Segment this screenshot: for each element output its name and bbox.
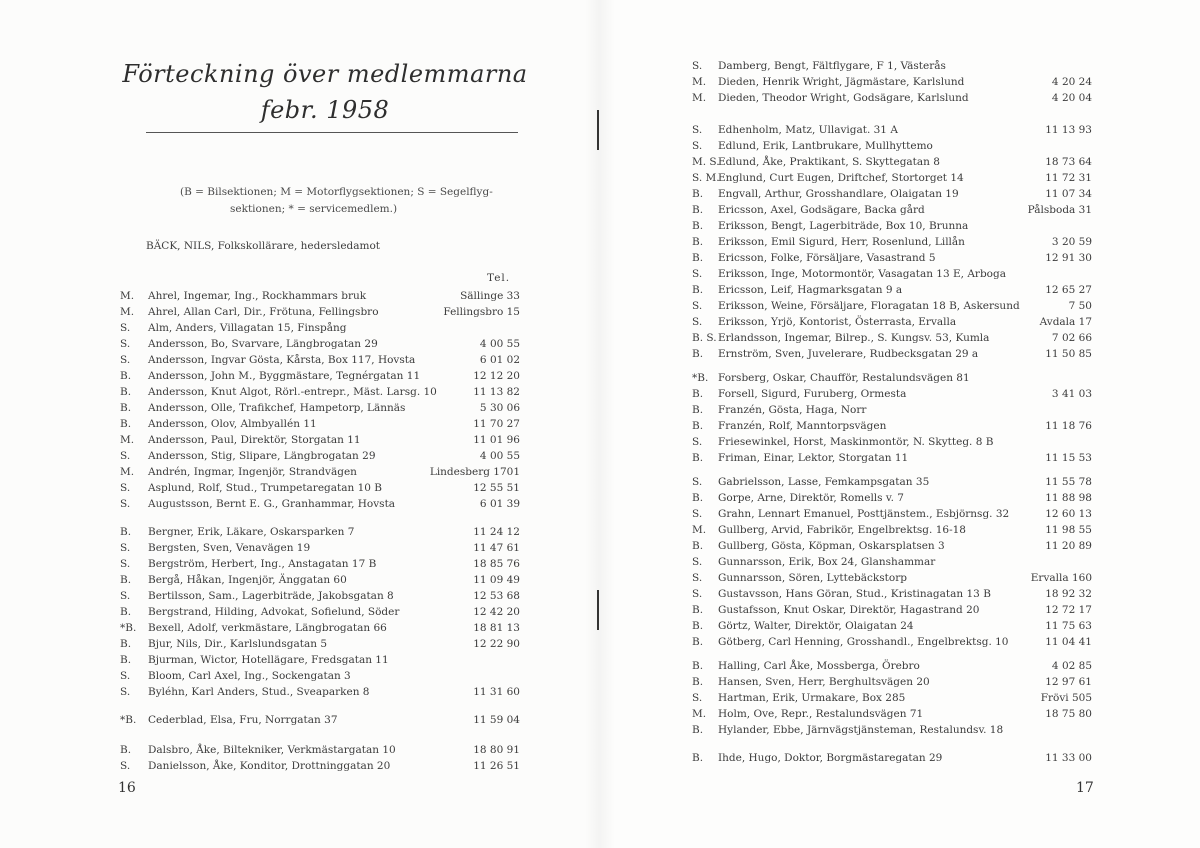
member-entry: Bergsten, Sven, Venavägen 19 [148,542,311,554]
member-entry: Andersson, Paul, Direktör, Storgatan 11 [148,434,361,446]
section-code: S. [692,124,703,136]
list-item [120,636,520,652]
member-entry: Edlund, Åke, Praktikant, S. Skyttegatan 8 [718,156,940,168]
member-entry: Bertilsson, Sam., Lagerbiträde, Jakobsgatan 8 [148,590,394,602]
member-entry: Hansen, Sven, Herr, Berghultsvägen 20 [718,676,930,688]
member-phone: 18 75 80 [1045,708,1092,720]
member-phone: 12 91 30 [1045,252,1092,264]
list-item [692,202,1092,218]
member-entry: Dieden, Theodor Wright, Godsägare, Karlslund [718,92,969,104]
list-item [692,506,1092,522]
member-entry: Bexell, Adolf, verkmästare, Längbrogatan 66 [148,622,387,634]
member-entry: Gustafsson, Knut Oskar, Direktör, Hagastrand 20 [718,604,980,616]
list-item [692,266,1092,282]
member-entry: Gustavsson, Hans Göran, Stud., Kristinagatan 13 B [718,588,991,600]
section-code: B. [692,388,704,400]
member-entry: Byléhn, Karl Anders, Stud., Sveaparken 8 [148,686,370,698]
list-item [120,556,520,572]
list-item [692,234,1092,250]
member-phone: 6 01 39 [479,498,520,510]
member-phone: 12 65 27 [1045,284,1092,296]
section-code: B. [692,492,704,504]
section-code: B. [120,744,132,756]
list-item [692,402,1092,418]
member-entry: Bloom, Carl Axel, Ing., Sockengatan 3 [148,670,351,682]
list-item [692,602,1092,618]
section-code: M. [120,306,135,318]
list-item [692,154,1092,170]
list-item [692,330,1092,346]
list-item [692,386,1092,402]
section-code: B. [692,620,704,632]
section-code: B. [692,348,704,360]
list-item [120,432,520,448]
list-item [692,490,1092,506]
member-entry: Hylander, Ebbe, Järnvägstjänsteman, Restalundsv. 18 [718,724,1004,736]
member-phone: 11 15 53 [1045,452,1092,464]
member-entry: Augustsson, Bernt E. G., Granhammar, Hovsta [148,498,396,510]
list-title: Förteckning över medlemmarna [122,60,528,88]
section-code: B. [692,220,704,232]
list-item [692,690,1092,706]
section-code: B. [692,604,704,616]
section-code: S. [120,322,131,334]
member-phone: 11 26 51 [473,760,520,772]
member-phone: 18 92 32 [1045,588,1092,600]
section-code: B. [120,606,132,618]
section-code: S. [692,692,703,704]
list-item [120,620,520,636]
section-code: M. [692,76,707,88]
list-item [120,384,520,400]
section-code: B. [692,284,704,296]
member-entry: Andersson, Olov, Almbyallén 11 [148,418,317,430]
member-entry: Andersson, John M., Byggmästare, Tegnérgatan 11 [148,370,421,382]
section-code: B. [120,638,132,650]
member-phone: Pålsboda 31 [1027,204,1092,216]
section-code: B. [692,204,704,216]
member-entry: Andersson, Knut Algot, Rörl.-entrepr., Mäst. Larsg. 10 [148,386,437,398]
member-entry: Ihde, Hugo, Doktor, Borgmästaregatan 29 [718,752,943,764]
list-item [692,298,1092,314]
member-phone: 11 24 12 [473,526,520,538]
section-code: B. [692,752,704,764]
section-code: B. [120,386,132,398]
member-phone: 12 97 61 [1045,676,1092,688]
member-entry: Asplund, Rolf, Stud., Trumpetaregatan 10 B [148,482,383,494]
section-code: S. [120,760,131,772]
member-phone: 12 53 68 [473,590,520,602]
member-entry: Eriksson, Inge, Motormontör, Vasagatan 13 E, Arboga [718,268,1006,280]
member-entry: Bergstrand, Hilding, Advokat, Sofielund, Söder [148,606,400,618]
member-entry: Götberg, Carl Henning, Grosshandl., Engelbrektsg. 10 [718,636,1009,648]
list-item [692,750,1092,766]
section-code: S. [120,354,131,366]
member-entry: Englund, Curt Eugen, Driftchef, Stortorget 14 [718,172,964,184]
list-item [120,604,520,620]
list-item [692,58,1092,74]
section-code: M. [692,92,707,104]
list-item [120,400,520,416]
member-entry: Halling, Carl Åke, Mossberga, Örebro [718,660,920,672]
member-entry: Andersson, Olle, Trafikchef, Hampetorp, Lännäs [148,402,406,414]
section-code: S. [120,450,131,462]
section-code: B. [120,418,132,430]
member-entry: Friesewinkel, Horst, Maskinmontör, N. Skytteg. 8 B [718,436,994,448]
member-phone: 11 33 00 [1045,752,1092,764]
list-item [120,320,520,336]
section-code: S. [120,590,131,602]
member-phone: Ervalla 160 [1030,572,1092,584]
member-entry: Gunnarsson, Erik, Box 24, Glanshammar [718,556,936,568]
binding-mark [597,590,599,630]
section-code: B. [120,526,132,538]
list-item [120,496,520,512]
list-item [692,634,1092,650]
list-item [692,282,1092,298]
member-entry: Gabrielsson, Lasse, Femkampsgatan 35 [718,476,930,488]
member-phone: 18 81 13 [473,622,520,634]
member-phone: 7 50 [1068,300,1092,312]
member-entry: Dalsbro, Åke, Biltekniker, Verkmästargatan 10 [148,744,396,756]
member-phone: 12 12 20 [473,370,520,382]
member-phone: 11 13 93 [1045,124,1092,136]
member-phone: 11 88 98 [1045,492,1092,504]
member-entry: Ericsson, Leif, Hagmarksgatan 9 a [718,284,903,296]
list-item [120,668,520,684]
member-entry: Engvall, Arthur, Grosshandlare, Olaigatan 19 [718,188,959,200]
member-phone: 5 30 06 [479,402,520,414]
list-item [120,464,520,480]
section-code: S. [692,476,703,488]
member-entry: Eriksson, Emil Sigurd, Herr, Rosenlund, Lillån [718,236,965,248]
list-item [120,288,520,304]
section-code: S. [120,670,131,682]
list-item [692,314,1092,330]
member-entry: Eriksson, Weine, Försäljare, Floragatan 18 B, Askersund [718,300,1020,312]
list-item [692,346,1092,362]
section-code: M. [692,708,707,720]
member-phone: 11 04 41 [1045,636,1092,648]
member-entry: Damberg, Bengt, Fältflygare, F 1, Västerås [718,60,946,72]
section-code: B. [692,540,704,552]
member-phone: Lindesberg 1701 [429,466,520,478]
section-code: B. [120,574,132,586]
member-phone: 11 50 85 [1045,348,1092,360]
section-code: *B. [120,622,137,634]
list-item [692,674,1092,690]
member-entry: Ericsson, Folke, Försäljare, Vasastrand 5 [718,252,936,264]
member-phone: 11 55 78 [1045,476,1092,488]
member-phone: 3 20 59 [1051,236,1092,248]
section-code: *B. [120,714,137,726]
title-rule [146,132,518,133]
member-entry: Franzén, Gösta, Haga, Norr [718,404,867,416]
member-phone: 11 98 55 [1045,524,1092,536]
member-phone: 11 75 63 [1045,620,1092,632]
list-item [120,416,520,432]
section-code: B. [692,404,704,416]
member-entry: Holm, Ove, Repr., Restalundsvägen 71 [718,708,924,720]
list-item [120,304,520,320]
list-item [120,336,520,352]
section-code: *B. [692,372,709,384]
section-code: B. [692,188,704,200]
member-entry: Dieden, Henrik Wright, Jägmästare, Karlslund [718,76,965,88]
member-entry: Andersson, Bo, Svarvare, Längbrogatan 29 [148,338,378,350]
member-entry: Grahn, Lennart Emanuel, Posttjänstem., Esbjörnsg. 32 [718,508,1010,520]
list-item [692,138,1092,154]
section-code: S. [120,542,131,554]
list-item [120,368,520,384]
member-entry: Eriksson, Yrjö, Kontorist, Österrasta, Ervalla [718,316,957,328]
list-item [692,706,1092,722]
list-item [120,524,520,540]
member-phone: 12 55 51 [473,482,520,494]
legend-line: (B = Bilsektionen; M = Motorflygsektionen; S = Segelflyg- [180,186,493,198]
member-phone: 12 22 90 [473,638,520,650]
member-entry: Bjurman, Wictor, Hotellägare, Fredsgatan 11 [148,654,389,666]
member-entry: Alm, Anders, Villagatan 15, Finspång [148,322,347,334]
member-entry: Andersson, Stig, Slipare, Längbrogatan 29 [148,450,376,462]
list-item [120,572,520,588]
member-entry: Bergå, Håkan, Ingenjör, Änggatan 60 [148,574,347,586]
member-entry: Bergner, Erik, Läkare, Oskarsparken 7 [148,526,355,538]
section-code: M. [120,466,135,478]
section-legend [180,184,500,218]
page-number: 17 [1076,780,1094,796]
section-code: B. [692,420,704,432]
list-item [692,450,1092,466]
list-item [692,570,1092,586]
section-code: S. [120,558,131,570]
section-code: B. [692,660,704,672]
member-entry: Forsberg, Oskar, Chaufför, Restalundsvägen 81 [718,372,970,384]
member-entry: Gorpe, Arne, Direktör, Romells v. 7 [718,492,904,504]
member-phone: 11 09 49 [473,574,520,586]
list-item [120,448,520,464]
section-code: S. [692,508,703,520]
member-entry: Gunnarsson, Sören, Lyttebäckstorp [718,572,907,584]
member-phone: 18 80 91 [473,744,520,756]
member-phone: Avdala 17 [1039,316,1092,328]
binding-mark [597,110,599,150]
list-item [692,90,1092,106]
section-code: B. [692,636,704,648]
section-code: B. [692,452,704,464]
member-phone: 11 13 82 [473,386,520,398]
member-phone: 11 47 61 [473,542,520,554]
member-phone: 11 72 31 [1045,172,1092,184]
member-entry: Edlund, Erik, Lantbrukare, Mullhyttemo [718,140,933,152]
member-phone: 3 41 03 [1051,388,1092,400]
list-item [692,74,1092,90]
section-code: S. [120,338,131,350]
member-phone: 12 72 17 [1045,604,1092,616]
list-item [692,218,1092,234]
honorary-member: BÄCK, NILS, Folkskollärare, hedersledamot [146,240,381,252]
member-entry: Edhenholm, Matz, Ullavigat. 31 A [718,124,898,136]
section-code: S. [120,482,131,494]
list-item [120,588,520,604]
list-item [120,540,520,556]
member-phone: 4 20 24 [1051,76,1092,88]
member-entry: Friman, Einar, Lektor, Storgatan 11 [718,452,909,464]
member-entry: Ericsson, Axel, Godsägare, Backa gård [718,204,925,216]
section-code: B. [692,236,704,248]
member-phone: 11 07 34 [1045,188,1092,200]
member-phone: 4 00 55 [479,338,520,350]
member-entry: Andersson, Ingvar Gösta, Kårsta, Box 117, Hovsta [148,354,416,366]
member-entry: Bjur, Nils, Dir., Karlslundsgatan 5 [148,638,328,650]
member-phone: Fellingsbro 15 [443,306,520,318]
list-item [692,618,1092,634]
member-phone: 11 18 76 [1045,420,1092,432]
section-code: S. [692,60,703,72]
member-phone: 11 20 89 [1045,540,1092,552]
member-phone: 12 42 20 [473,606,520,618]
list-item [692,538,1092,554]
section-code: B. [692,724,704,736]
section-code: S. [692,572,703,584]
member-entry: Erlandsson, Ingemar, Bilrep., S. Kungsv. 53, Kumla [718,332,990,344]
list-item [692,474,1092,490]
member-phone: 4 20 04 [1051,92,1092,104]
list-item [692,418,1092,434]
list-item [692,170,1092,186]
list-item [120,352,520,368]
section-code: S. [120,498,131,510]
section-code: S. [692,556,703,568]
member-entry: Franzén, Rolf, Manntorpsvägen [718,420,887,432]
section-code: M. S. [692,156,720,168]
section-code: S. M. [692,172,720,184]
list-item [692,186,1092,202]
list-item [692,658,1092,674]
member-entry: Gullberg, Gösta, Köpman, Oskarsplatsen 3 [718,540,945,552]
list-item [120,758,520,774]
member-phone: Frövi 505 [1040,692,1092,704]
section-code: S. [692,268,703,280]
member-phone: 18 73 64 [1045,156,1092,168]
list-item [692,722,1092,738]
right-page [600,0,1200,848]
member-phone: 11 31 60 [473,686,520,698]
member-entry: Bergström, Herbert, Ing., Anstagatan 17 B [148,558,377,570]
list-item [692,370,1092,386]
page-number: 16 [118,780,136,796]
section-code: S. [692,588,703,600]
member-entry: Forsell, Sigurd, Furuberg, Ormesta [718,388,907,400]
member-entry: Eriksson, Bengt, Lagerbiträde, Box 10, Brunna [718,220,969,232]
tel-header: Tel. [487,272,511,284]
member-phone: 7 02 66 [1051,332,1092,344]
list-item [692,434,1092,450]
list-item [120,684,520,700]
section-code: M. [692,524,707,536]
list-item [692,122,1092,138]
section-code: B. [692,252,704,264]
section-code: M. [120,290,135,302]
section-code: B. S. [692,332,717,344]
member-phone: 11 01 96 [473,434,520,446]
member-phone: 18 85 76 [473,558,520,570]
member-phone: Sällinge 33 [460,290,520,302]
member-phone: 11 59 04 [473,714,520,726]
section-code: B. [120,402,132,414]
list-item [692,522,1092,538]
list-item [692,586,1092,602]
section-code: S. [120,686,131,698]
section-code: S. [692,436,703,448]
list-item [692,250,1092,266]
member-phone: 4 00 55 [479,450,520,462]
section-code: B. [120,654,132,666]
member-entry: Ahrel, Ingemar, Ing., Rockhammars bruk [148,290,367,302]
list-item [120,712,520,728]
member-entry: Gullberg, Arvid, Fabrikör, Engelbrektsg. 16-18 [718,524,966,536]
section-code: S. [692,300,703,312]
section-code: S. [692,140,703,152]
section-code: B. [692,676,704,688]
member-phone: 4 02 85 [1051,660,1092,672]
member-phone: 11 70 27 [473,418,520,430]
member-entry: Ernström, Sven, Juvelerare, Rudbecksgatan 29 a [718,348,979,360]
member-entry: Görtz, Walter, Direktör, Olaigatan 24 [718,620,914,632]
list-item [692,554,1092,570]
legend-line: sektionen; * = servicemedlem.) [230,203,398,215]
member-entry: Danielsson, Åke, Konditor, Drottninggatan 20 [148,760,391,772]
list-item [120,742,520,758]
section-code: B. [120,370,132,382]
member-entry: Andrén, Ingmar, Ingenjör, Strandvägen [148,466,357,478]
member-phone: 6 01 02 [479,354,520,366]
book-gutter [585,0,615,848]
member-entry: Hartman, Erik, Urmakare, Box 285 [718,692,906,704]
section-code: S. [692,316,703,328]
list-date: febr. 1958 [260,96,390,124]
list-item [120,480,520,496]
section-code: M. [120,434,135,446]
member-entry: Ahrel, Allan Carl, Dir., Frötuna, Fellingsbro [148,306,379,318]
member-phone: 12 60 13 [1045,508,1092,520]
list-item [120,652,520,668]
member-entry: Cederblad, Elsa, Fru, Norrgatan 37 [148,714,338,726]
